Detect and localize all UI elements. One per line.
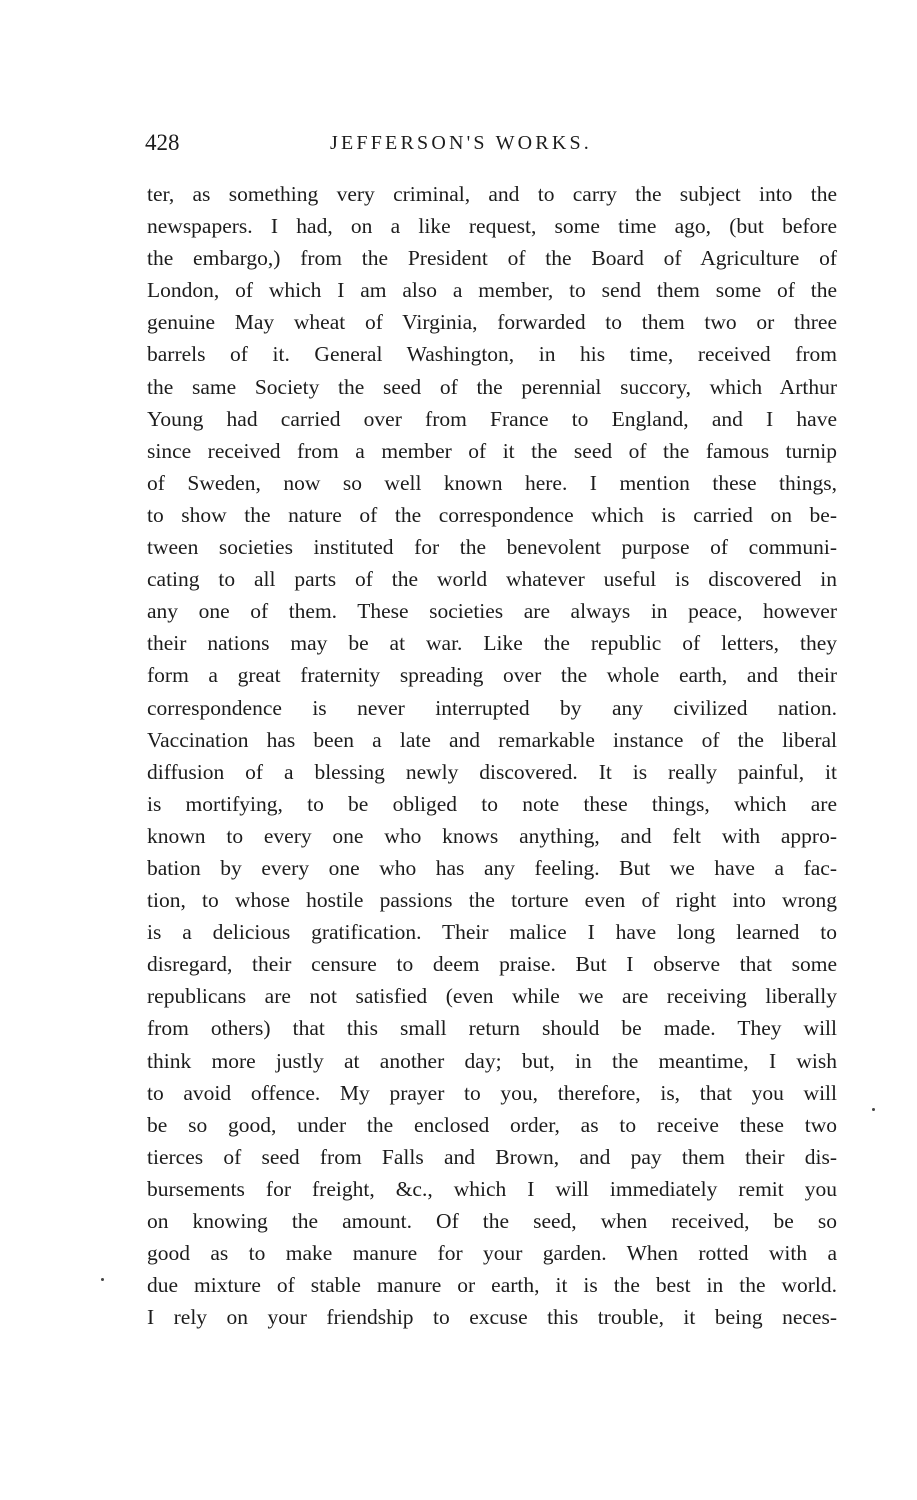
text-line: barrels of it. General Washington, in his time, received from	[147, 342, 837, 367]
text-line: from others) that this small return should be made. They will	[147, 1016, 837, 1041]
text-line: be so good, under the enclosed order, as to receive these two	[147, 1112, 837, 1137]
text-line: is mortifying, to be obliged to note these things, which are	[147, 791, 837, 816]
text-line: I rely on your friendship to excuse this trouble, it being neces-	[147, 1305, 837, 1330]
text-line: any one of them. These societies are always in peace, however	[147, 599, 837, 624]
text-line: republicans are not satisfied (even while we are receiving liberally	[147, 984, 837, 1009]
text-line: form a great fraternity spreading over the whole earth, and their	[147, 663, 837, 688]
text-line: cating to all parts of the world whatever useful is discovered in	[147, 567, 837, 592]
text-line: Vaccination has been a late and remarkable instance of the liberal	[147, 727, 837, 752]
text-line: bation by every one who has any feeling. But we have a fac-	[147, 855, 837, 880]
text-line: on knowing the amount. Of the seed, when received, be so	[147, 1209, 837, 1233]
text-line: bursements for freight, &c., which I will immediately remit you	[147, 1176, 837, 1201]
text-line: newspapers. I had, on a like request, some time ago, (but before	[147, 214, 837, 239]
text-line: to avoid offence. My prayer to you, therefore, is, that you will	[147, 1080, 837, 1105]
print-speck	[872, 1108, 875, 1111]
text-line: of Sweden, now so well known here. I mention these things,	[147, 470, 837, 495]
text-line: the embargo,) from the President of the Board of Agriculture of	[147, 246, 837, 271]
text-line: due mixture of stable manure or earth, it is the best in the world.	[147, 1273, 837, 1298]
page-number: 428	[145, 130, 180, 155]
text-line: diffusion of a blessing newly discovered. It is really painful, it	[147, 759, 837, 784]
text-line: is a delicious gratification. Their malice I have long learned to	[147, 920, 837, 945]
body-text	[147, 178, 837, 1333]
text-line: think more justly at another day; but, in the meantime, I wish	[147, 1048, 837, 1073]
text-line: genuine May wheat of Virginia, forwarded to them two or three	[147, 310, 837, 335]
text-line: tierces of seed from Falls and Brown, and pay them their dis-	[147, 1144, 837, 1169]
running-head	[145, 128, 835, 162]
text-line: Young had carried over from France to England, and I have	[147, 406, 837, 431]
text-line: since received from a member of it the seed of the famous turnip	[147, 438, 837, 463]
text-line: London, of which I am also a member, to send them some of the	[147, 278, 837, 303]
text-line: correspondence is never interrupted by any civilized nation.	[147, 695, 837, 720]
text-line: the same Society the seed of the perennial succory, which Arthur	[147, 374, 837, 399]
text-line: to show the nature of the correspondence which is carried on be-	[147, 502, 837, 527]
print-speck	[101, 1278, 104, 1281]
text-line: good as to make manure for your garden. When rotted with a	[147, 1241, 837, 1266]
text-line: ter, as something very criminal, and to carry the subject into the	[147, 182, 837, 206]
text-line: tion, to whose hostile passions the torture even of right into wrong	[147, 888, 837, 913]
running-title: JEFFERSON'S WORKS.	[330, 132, 593, 154]
text-line: tween societies instituted for the benevolent purpose of communi-	[147, 535, 837, 560]
text-line: their nations may be at war. Like the republic of letters, they	[147, 631, 837, 656]
text-line: disregard, their censure to deem praise. But I observe that some	[147, 952, 837, 977]
text-line: known to every one who knows anything, and felt with appro-	[147, 823, 837, 848]
